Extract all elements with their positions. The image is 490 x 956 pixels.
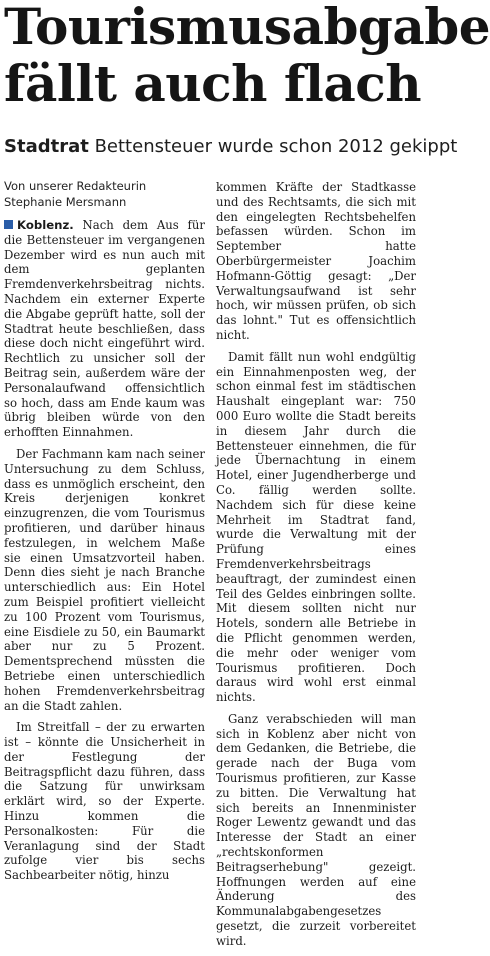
subhead-text: Bettensteuer wurde schon 2012 gekippt xyxy=(94,136,458,157)
headline-line-2: fällt auch flach xyxy=(4,54,422,113)
article-paragraph: Damit fällt nun wohl endgültig ein Einnahmenposten weg, der schon einmal fest im städtischen Haushalt eingeplant war: 750 000 Euro wollte die Stadt bereits in diesem Jahr durch die Bettensteuer einnehmen, die für jede Übernachtung in einem Hotel, einer Jugendherberge und Co. fällig werden sollte. Nachdem sich für diese keine Mehrheit im Stadtrat fand, wurde die Verwaltung mit der Prüfung eines Fremdenverkehrsbeitrags beauftragt, der zumindest einen Teil des Geldes einbringen sollte. Mit diesem sollten nicht nur Hotels, sondern alle Betriebe in die Pflicht genommen werden, die mehr oder weniger vom Tourismus profitieren. Doch daraus wird wohl erst einmal nichts. xyxy=(216,349,416,705)
byline xyxy=(4,178,204,210)
article-paragraph: Der Fachmann kam nach seiner Untersuchung zu dem Schluss, dass es unmöglich erscheint, den Kreis derjenigen konkret einzugrenzen, die vom Tourismus profitieren, und darüber hinaus festzulegen, in welchem Maße sie einen Umsatzvorteil haben. Denn dies sieht je nach Branche unterschiedlich aus: Ein Hotel zum Beispiel profitiert vielleicht zu 100 Prozent vom Tourismus, eine Eisdiele zu 50, ein Baumarkt aber nur zu 5 Prozent. Dementsprechend müssten die Betriebe einen unterschiedlich hohen Fremdenverkehrsbeitrag an die Stadt zahlen. xyxy=(4,446,205,713)
byline-author: Stephanie Mersmann xyxy=(4,195,127,209)
article-paragraph: kommen Kräfte der Stadtkasse und des Rechtsamts, die sich mit den eingelegten Rechtsbehelfen befassen würden. Schon im September hatte Oberbürgermeister Joachim Hofmann-Göttig gesagt: „Der Verwaltungsaufwand ist sehr hoch, wir müssen prüfen, ob sich das lohnt." Tut es offensichtlich nicht. xyxy=(216,180,416,342)
article-column-left xyxy=(4,218,205,890)
article-paragraph: Im Streitfall – der zu erwarten ist – könnte die Unsicherheit in der Festlegung der Beitragspflicht dazu führen, dass die Satzung für unwirksam erklärt wird, so der Experte. Hinzu kommen die Personalkosten: Für die Veranlagung sind der Stadt zufolge vier bis sechs Sachbearbeiter nötig, hinzu xyxy=(4,720,205,883)
article-paragraph: Ganz verabschieden will man sich in Koblenz aber nicht von dem Gedanken, die Betriebe, die gerade nach der Buga vom Tourismus profitieren, zur Kasse zu bitten. Die Verwaltung hat sich bereits an Innenminister Roger Lewentz gewandt und das Interesse der Stadt an einer „rechtskonformen Beitragserhebung" gezeigt. Hoffnungen werden auf eine Änderung des Kommunalabgabengesetzes gesetzt, die zurzeit vorbereitet wird. xyxy=(216,711,416,948)
byline-line-1: Von unserer Redakteurin xyxy=(4,179,147,193)
subheadline xyxy=(4,136,458,158)
article-column-right xyxy=(216,180,416,956)
article-paragraph xyxy=(4,218,205,440)
subhead-kicker: Stadtrat xyxy=(4,136,89,157)
blue-square-icon xyxy=(4,220,13,229)
headline-line-1: Tourismusabgabe xyxy=(4,0,490,56)
paragraph-text: Nach dem Aus für die Bettensteuer im vergangenen Dezember wird es nun auch mit dem geplanten Fremdenverkehrsbeitrag nichts. Nachdem ein externer Experte die Abgabe geprüft hatte, soll der Stadtrat heute beschließen, dass diese doch nicht eingeführt wird. Rechtlich zu unsicher soll der Beitrag sein, außerdem wäre der Personalaufwand offensichtlich so hoch, dass am Ende kaum was übrig bleiben würde von den erhofften Einnahmen. xyxy=(4,218,205,440)
headline xyxy=(4,0,490,113)
dateline: Koblenz. xyxy=(17,218,74,232)
